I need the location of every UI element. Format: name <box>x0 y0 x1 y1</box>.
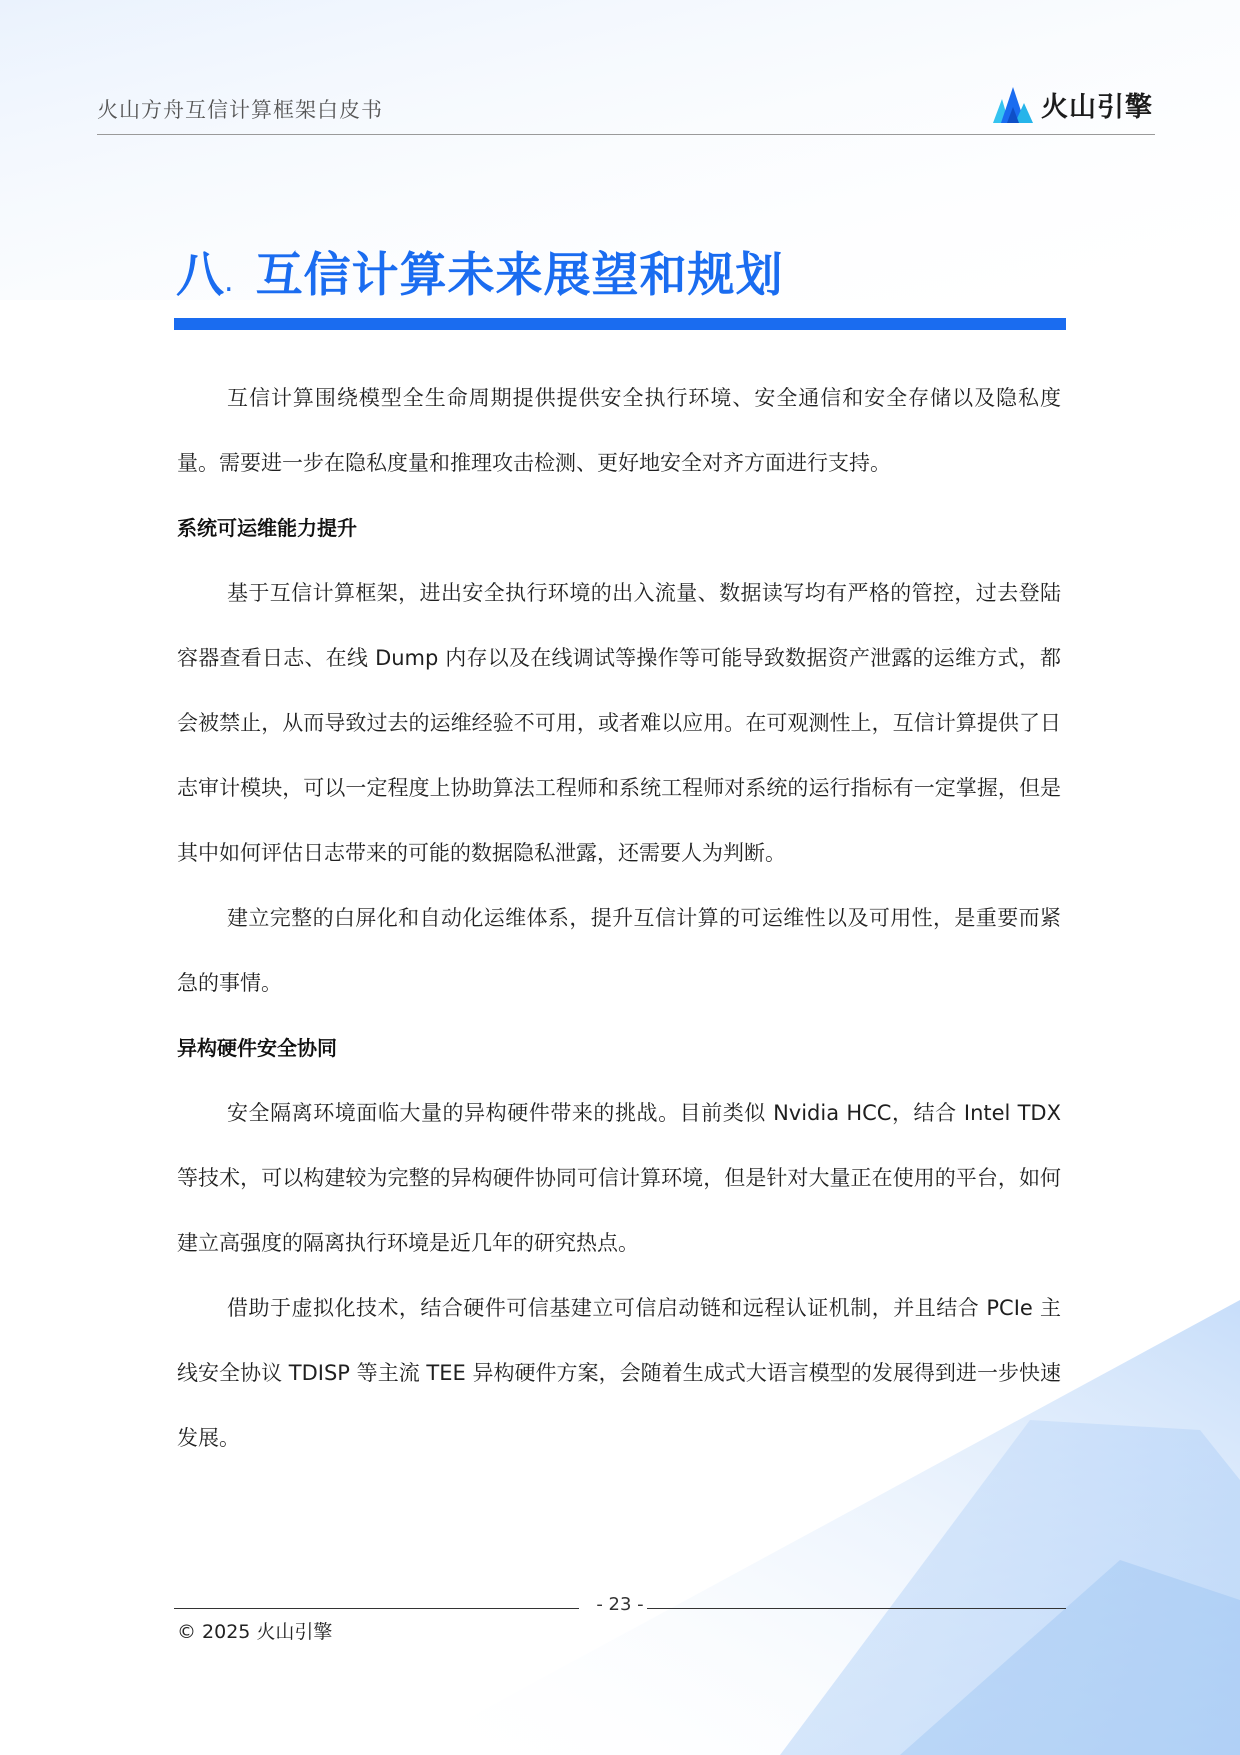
page-number: - 23 - <box>596 1594 644 1615</box>
section-heading-hardware: 异构硬件安全协同 <box>177 1036 337 1060</box>
chapter-separator: . <box>224 264 234 299</box>
volcano-mountain-icon <box>993 85 1033 123</box>
chapter-heading <box>176 236 784 305</box>
chapter-number: 八 <box>176 247 225 303</box>
main-content <box>177 366 1061 1471</box>
hardware-paragraph-1: 安全隔离环境面临大量的异构硬件带来的挑战。目前类似 Nvidia HCC，结合 Intel TDX 等技术，可以构建较为完整的异构硬件协同可信计算环境，但是针对大量正在使用的平台，如何建立高强度的隔离执行环境是近几年的研究热点。 <box>177 1101 1061 1255</box>
ops-paragraph-1: 基于互信计算框架，进出安全执行环境的出入流量、数据读写均有严格的管控，过去登陆容器查看日志、在线 Dump 内存以及在线调试等操作等可能导致数据资产泄露的运维方式，都会被禁止，从而导致过去的运维经验不可用，或者难以应用。在可观测性上，互信计算提供了日志审计模块，可以一定程度上协助算法工程师和系统工程师对系统的运行指标有一定掌握，但是其中如何评估日志带来的可能的数据隐私泄露，还需要人为判断。 <box>177 581 1061 865</box>
ops-paragraph-2: 建立完整的白屏化和自动化运维体系，提升互信计算的可运维性以及可用性，是重要而紧急的事情。 <box>177 906 1061 995</box>
title-underline-bar <box>174 318 1066 330</box>
page-header <box>97 84 1155 135</box>
brand-name: 火山引擎 <box>1041 91 1153 123</box>
chapter-title: 互信计算未来展望和规划 <box>255 248 784 303</box>
intro-paragraph: 互信计算围绕模型全生命周期提供提供安全执行环境、安全通信和安全存储以及隐私度量。需要进一步在隐私度量和推理攻击检测、更好地安全对齐方面进行支持。 <box>177 386 1061 475</box>
brand-logo <box>993 84 1153 124</box>
hardware-paragraph-2: 借助于虚拟化技术，结合硬件可信基建立可信启动链和远程认证机制，并且结合 PCIe 主线安全协议 TDISP 等主流 TEE 异构硬件方案，会随着生成式大语言模型的发展得到进一步快速发展。 <box>177 1296 1061 1450</box>
document-title: 火山方舟互信计算框架白皮书 <box>97 98 383 122</box>
section-heading-ops: 系统可运维能力提升 <box>177 516 357 540</box>
copyright-notice: © 2025 火山引擎 <box>177 1621 333 1643</box>
